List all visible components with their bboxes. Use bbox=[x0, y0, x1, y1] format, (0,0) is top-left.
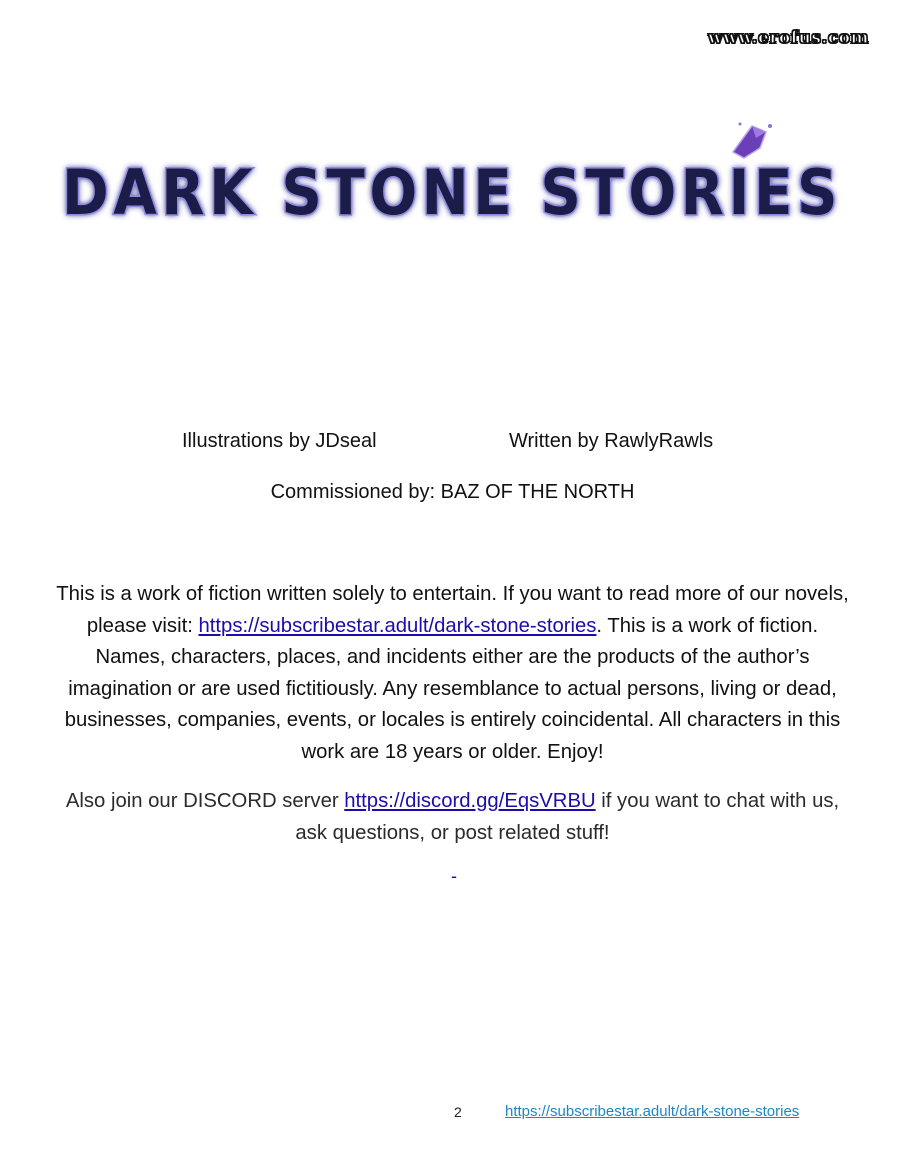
page-number: 2 bbox=[454, 1104, 462, 1120]
footer-link[interactable]: https://subscribestar.adult/dark-stone-stories bbox=[505, 1103, 800, 1120]
logo-graphic bbox=[0, 118, 905, 238]
discord-text-start: Also join our DISCORD server bbox=[65, 790, 345, 812]
commission-credit: Commissioned by: BAZ OF THE NORTH bbox=[270, 481, 635, 503]
disclaimer-paragraph bbox=[52, 579, 853, 769]
credits-row bbox=[0, 430, 905, 460]
subscribestar-link[interactable]: https://subscribestar.adult/dark-stone-stories bbox=[198, 614, 597, 637]
logo-title: DARK STONE STORIES bbox=[62, 156, 842, 229]
discord-link[interactable]: https://discord.gg/EqsVRBU bbox=[344, 790, 596, 812]
disclaimer-text-start: This is a work of fiction written solely to entertain. If you want to read more of our novels, please visit: bbox=[56, 583, 849, 637]
crystal-icon bbox=[733, 123, 772, 159]
watermark: www.erofus.com bbox=[707, 28, 869, 48]
discord-text-end: if you want to chat with us, ask questions, or post related stuff! bbox=[295, 790, 840, 844]
stray-link-mark[interactable]: - bbox=[451, 866, 457, 886]
illustrator-credit: Illustrations by JDseal bbox=[182, 430, 377, 452]
logo bbox=[0, 118, 905, 238]
disclaimer-text-end: . This is a work of fiction. Names, characters, places, and incidents either are the products of the author’s imagination or are used fictitiously. Any resemblance to actual persons, living or dead, businesses, companies, events, or locales is entirely coincidental. All characters in this work are 18 years or older. Enjoy! bbox=[64, 614, 841, 763]
discord-paragraph bbox=[52, 786, 853, 849]
writer-credit: Written by RawlyRawls bbox=[509, 430, 714, 452]
